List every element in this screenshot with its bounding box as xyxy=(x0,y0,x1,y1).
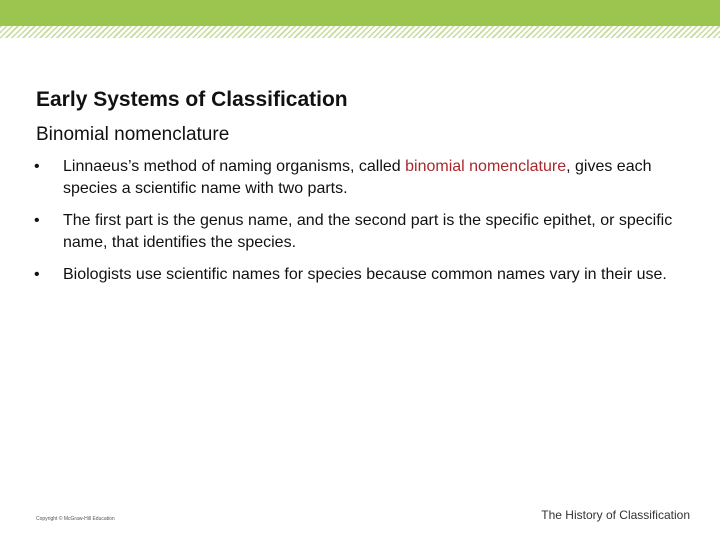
header-stripe-band xyxy=(0,26,720,38)
header-accent-bar xyxy=(0,0,720,26)
bullet-3-text: Biologists use scientific names for species because common names vary in their use. xyxy=(63,266,667,283)
bullet-marker: • xyxy=(34,212,40,229)
bullet-item-1 xyxy=(34,156,694,200)
bullet-marker: • xyxy=(34,266,40,283)
footer-section-title: The History of Classification xyxy=(541,508,690,522)
bullet-item-2 xyxy=(34,210,694,254)
slide-title: Early Systems of Classification xyxy=(36,88,348,111)
bullet-item-3 xyxy=(34,264,694,286)
bullet-1-text-before: Linnaeus’s method of naming organisms, called xyxy=(63,158,406,175)
bullet-2-text: The first part is the genus name, and the second part is the specific epithet, or specific name, that identifies the species. xyxy=(63,212,673,251)
bullet-1-highlight-term: binomial nomenclature xyxy=(405,158,567,175)
bullet-list xyxy=(34,156,694,296)
bullet-marker: • xyxy=(34,158,40,175)
bullet-1-text-after: , gives each species a scientific name with two parts. xyxy=(63,158,652,197)
copyright-notice: Copyright © McGraw-Hill Education xyxy=(36,516,115,522)
slide-subtitle: Binomial nomenclature xyxy=(36,124,230,145)
